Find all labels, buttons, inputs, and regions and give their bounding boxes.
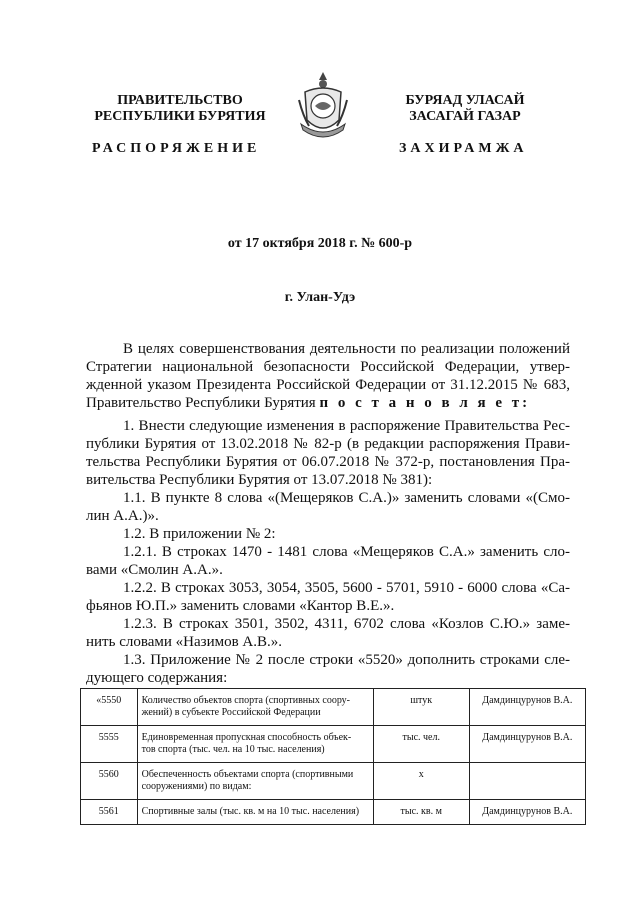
row-unit: штук — [373, 689, 469, 726]
item-line: тельства Республики Бурятия от 06.07.2018 № 372-р, постановления Пра- — [86, 454, 570, 470]
preamble-line: В целях совершенствования деятельности по реализации положений — [123, 341, 570, 357]
item-line: вительства Республики Бурятия от 13.07.2018 № 381): — [86, 472, 433, 488]
row-responsible: Дамдинцурунов В.А. — [469, 689, 585, 726]
document-city: г. Улан-Удэ — [284, 290, 356, 305]
item-line: 1.3. Приложение № 2 после строки «5520» дополнить строками сле- — [123, 652, 570, 668]
item-line: лин А.А.)». — [86, 508, 159, 524]
row-unit: х — [373, 763, 469, 800]
indicators-table — [80, 688, 586, 825]
row-name — [137, 800, 373, 825]
preamble-paragraph — [86, 340, 570, 412]
header-right-line-2: ЗАСАГАЙ ГАЗАР — [409, 109, 521, 124]
coat-of-arms-emblem-icon — [295, 70, 351, 142]
table-row — [81, 689, 586, 726]
preamble-last-text: Правительство Республики Бурятия — [86, 395, 320, 411]
preamble-line: Стратегии национальной безопасности Российской Федерации, утвер- — [86, 359, 570, 375]
row-responsible: Дамдинцурунов В.А. — [469, 726, 585, 763]
row-code: 5560 — [81, 763, 138, 800]
item-line: вами «Смолин А.А.». — [86, 562, 223, 578]
row-code: «5550 — [81, 689, 138, 726]
row-name — [137, 726, 373, 763]
row-responsible: Дамдинцурунов В.А. — [469, 800, 585, 825]
table-row — [81, 726, 586, 763]
document-date-number: от 17 октября 2018 г. № 600-р — [227, 236, 413, 251]
preamble-line — [86, 394, 570, 412]
row-code: 5561 — [81, 800, 138, 825]
row-name-text: Единовременная пропускная способность объек- тов спорта (тыс. чел. на 10 тыс. населения) — [141, 732, 352, 755]
item-line: фьянов Ю.П.» заменить словами «Кантор В.Е.». — [86, 598, 395, 614]
row-responsible — [469, 763, 585, 800]
item-line: 1.2. В приложении № 2: — [123, 526, 276, 542]
item-line: дующего содержания: — [86, 670, 228, 686]
items-block — [86, 417, 570, 687]
order-type-ru: РАСПОРЯЖЕНИЕ — [92, 141, 261, 156]
row-name-text: Спортивные залы (тыс. кв. м на 10 тыс. населения) — [141, 806, 360, 817]
table-row — [81, 763, 586, 800]
order-type-bua: ЗАХИРАМЖА — [399, 141, 528, 156]
row-unit: тыс. кв. м — [373, 800, 469, 825]
row-name-text: Количество объектов спорта (спортивных соору- жений) в субъекте Российской Федерации — [141, 695, 351, 718]
item-line: нить словами «Назимов А.В.». — [86, 634, 283, 650]
header-left-block — [80, 93, 280, 125]
item-line: 1.2.1. В строках 1470 - 1481 слова «Мещеряков С.А.» заменить сло- — [123, 544, 570, 560]
item-line: 1.2.3. В строках 3501, 3502, 4311, 6702 слова «Козлов С.Ю.» заме- — [123, 616, 570, 632]
header-left-line-1: ПРАВИТЕЛЬСТВО — [117, 93, 243, 108]
header-left-line-2: РЕСПУБЛИКИ БУРЯТИЯ — [94, 109, 266, 124]
row-name — [137, 763, 373, 800]
decree-word: п о с т а н о в л я е т: — [319, 395, 531, 411]
table-row — [81, 800, 586, 825]
item-line: 1. Внести следующие изменения в распоряжение Правительства Рес- — [123, 418, 570, 434]
row-code: 5555 — [81, 726, 138, 763]
header-right-block — [365, 93, 565, 125]
item-line: 1.1. В пункте 8 слова «(Мещеряков С.А.)» заменить словами «(Смо- — [123, 490, 570, 506]
item-line: 1.2.2. В строках 3053, 3054, 3505, 5600 - 5701, 5910 - 6000 слова «Са- — [123, 580, 570, 596]
preamble-line: жденной указом Президента Российской Федерации от 31.12.2015 № 683, — [86, 377, 570, 393]
row-name-text: Обеспеченность объектами спорта (спортивными сооружениями) по видам: — [141, 769, 354, 792]
row-name — [137, 689, 373, 726]
item-line: публики Бурятия от 13.02.2018 № 82-р (в редакции распоряжения Прави- — [86, 436, 570, 452]
row-unit: тыс. чел. — [373, 726, 469, 763]
header-right-line-1: БУРЯАД УЛАСАЙ — [405, 93, 525, 108]
